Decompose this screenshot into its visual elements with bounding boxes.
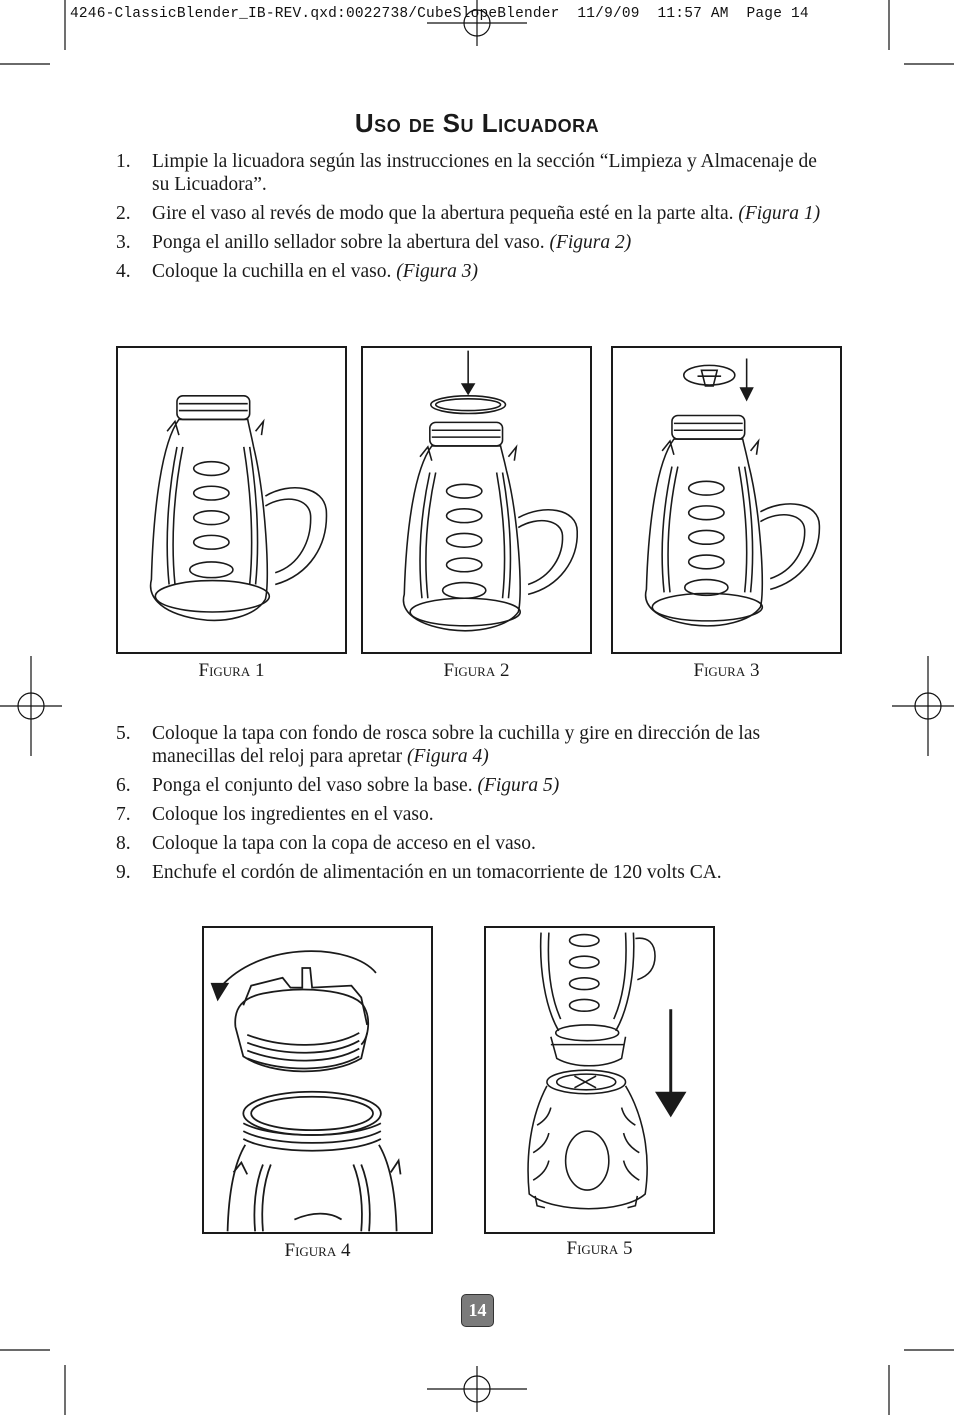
step-number: 2. — [116, 203, 131, 224]
step-number: 4. — [116, 261, 131, 282]
print-slug-line: 4246-ClassicBlender_IB-REV.qxd:0022738/CubeSlopeBlender 11/9/09 11:57 AM Page 14 — [70, 6, 809, 22]
step-number: 5. — [116, 723, 131, 744]
step-text: Coloque la cuchilla en el vaso. — [152, 261, 392, 282]
registration-mark-bottom — [427, 1366, 527, 1412]
step-item — [116, 774, 826, 797]
figure-2-caption: Figura 2 — [443, 660, 510, 681]
step-text: Coloque la tapa con la copa de acceso en el vaso. — [152, 833, 536, 854]
registration-mark-right — [892, 656, 954, 756]
step-text: Coloque la tapa con fondo de rosca sobre la cuchilla y gire en dirección de las manecillas del reloj para apretar — [152, 723, 761, 767]
step-number: 3. — [116, 232, 131, 253]
step-item — [116, 861, 826, 884]
figure-reference: (Figura 2) — [549, 232, 632, 253]
step-text: Gire el vaso al revés de modo que la abertura pequeña esté en la parte alta. — [152, 203, 734, 224]
steps-list-first — [116, 150, 826, 289]
step-item — [116, 260, 826, 283]
figure-reference: (Figura 5) — [477, 775, 560, 796]
figure-3-caption: Figura 3 — [693, 660, 760, 681]
step-number: 1. — [116, 151, 131, 172]
steps-list-second — [116, 722, 826, 890]
step-text: Limpie la licuadora según las instrucciones en la sección “Limpieza y Almacenaje de su Licuadora”. — [152, 151, 817, 195]
figure-4-threaded-base — [202, 926, 433, 1234]
step-text: Ponga el conjunto del vaso sobre la base. — [152, 775, 473, 796]
step-item — [116, 150, 826, 196]
figure-1-jar-upside-down — [116, 346, 347, 654]
figure-reference: (Figura 1) — [738, 203, 821, 224]
step-item — [116, 832, 826, 855]
step-item — [116, 722, 826, 768]
step-number: 8. — [116, 833, 131, 854]
step-text: Ponga el anillo sellador sobre la abertura del vaso. — [152, 232, 545, 253]
figure-3-blade-insert — [611, 346, 842, 654]
figure-5-caption: Figura 5 — [566, 1238, 633, 1259]
page-title: Uso de Su Licuadora — [354, 108, 600, 138]
step-item — [116, 231, 826, 254]
figure-5-jar-on-base — [484, 926, 715, 1234]
step-number: 7. — [116, 804, 131, 825]
figure-2-sealing-ring — [361, 346, 592, 654]
step-item — [116, 803, 826, 826]
step-text: Enchufe el cordón de alimentación en un tomacorriente de 120 volts CA. — [152, 862, 722, 883]
step-text: Coloque los ingredientes en el vaso. — [152, 804, 434, 825]
figure-reference: (Figura 4) — [407, 746, 489, 767]
registration-mark-left — [0, 656, 62, 756]
step-number: 9. — [116, 862, 131, 883]
registration-mark-top — [427, 0, 527, 46]
step-item — [116, 202, 826, 225]
figure-4-caption: Figura 4 — [284, 1240, 351, 1261]
step-number: 6. — [116, 775, 131, 796]
figure-1-caption: Figura 1 — [198, 660, 265, 681]
page-number: 14 — [461, 1294, 494, 1327]
figure-reference: (Figura 3) — [396, 261, 478, 282]
